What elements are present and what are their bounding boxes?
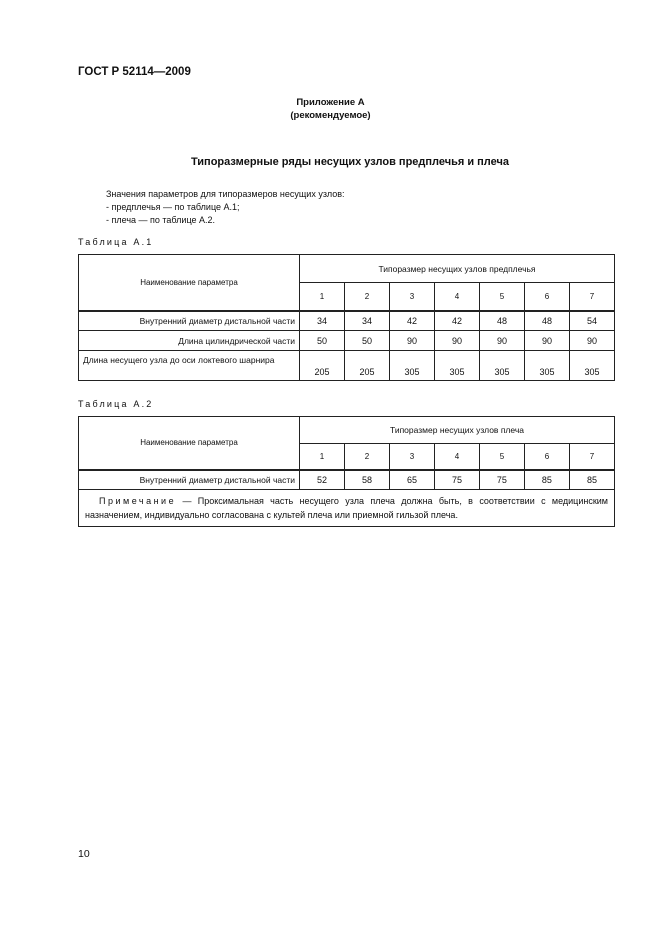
size-number: 3 bbox=[389, 444, 434, 470]
appendix-title: Приложение А bbox=[296, 97, 365, 108]
param-value: 54 bbox=[570, 311, 615, 331]
table-header-row bbox=[79, 255, 615, 283]
note-text: — Проксимальная часть несущего узла плеча должна быть, в соответствии с медицинским назначением, индивидуально согласована с культей плеча или приемной гильзой плеча. bbox=[85, 496, 608, 520]
note-label: Примечание bbox=[99, 496, 177, 506]
table-a2-caption: Таблица А.2 bbox=[78, 399, 154, 409]
param-value: 305 bbox=[570, 351, 615, 381]
page-number: 10 bbox=[78, 848, 90, 860]
param-name: Внутренний диаметр дистальной части bbox=[79, 470, 300, 490]
param-column-header: Наименование параметра bbox=[79, 417, 300, 470]
section-title: Типоразмерные ряды несущих узлов предплечья и плеча bbox=[190, 156, 510, 168]
size-number: 6 bbox=[525, 283, 570, 311]
table-note-row bbox=[79, 490, 615, 527]
size-group-header: Типоразмер несущих узлов плеча bbox=[300, 417, 615, 444]
param-value: 34 bbox=[345, 311, 390, 331]
table-a2 bbox=[78, 416, 615, 527]
param-value: 305 bbox=[480, 351, 525, 381]
size-number: 4 bbox=[434, 444, 479, 470]
param-value: 305 bbox=[525, 351, 570, 381]
param-value: 85 bbox=[524, 470, 569, 490]
param-value: 34 bbox=[300, 311, 345, 331]
size-number: 3 bbox=[390, 283, 435, 311]
param-value: 50 bbox=[345, 331, 390, 351]
table-a1 bbox=[78, 254, 615, 381]
intro-item: - предплечья — по таблице А.1; bbox=[106, 202, 240, 212]
param-value: 305 bbox=[435, 351, 480, 381]
intro-item: - плеча — по таблице А.2. bbox=[106, 215, 216, 225]
table-note bbox=[79, 490, 615, 527]
size-number: 2 bbox=[345, 283, 390, 311]
param-name: Длина несущего узла до оси локтевого шарнира bbox=[79, 351, 300, 381]
intro-lead: Значения параметров для типоразмеров несущих узлов: bbox=[106, 189, 345, 199]
document-number: ГОСТ Р 52114—2009 bbox=[78, 66, 191, 78]
table-a1-caption: Таблица А.1 bbox=[78, 237, 154, 247]
param-value: 90 bbox=[480, 331, 525, 351]
size-number: 1 bbox=[300, 444, 345, 470]
size-number: 5 bbox=[480, 283, 525, 311]
param-value: 42 bbox=[435, 311, 480, 331]
table-row bbox=[79, 351, 615, 381]
param-value: 90 bbox=[435, 331, 480, 351]
size-number: 7 bbox=[569, 444, 614, 470]
param-name: Внутренний диаметр дистальной части bbox=[79, 311, 300, 331]
param-value: 48 bbox=[480, 311, 525, 331]
param-value: 52 bbox=[300, 470, 345, 490]
appendix-status: (рекомендуемое) bbox=[290, 110, 371, 121]
param-value: 65 bbox=[389, 470, 434, 490]
param-value: 58 bbox=[344, 470, 389, 490]
appendix-heading bbox=[0, 96, 661, 122]
param-value: 42 bbox=[390, 311, 435, 331]
size-number: 1 bbox=[300, 283, 345, 311]
param-value: 305 bbox=[390, 351, 435, 381]
table-row bbox=[79, 470, 615, 490]
size-number: 7 bbox=[570, 283, 615, 311]
size-number: 6 bbox=[524, 444, 569, 470]
param-value: 205 bbox=[345, 351, 390, 381]
size-number: 2 bbox=[344, 444, 389, 470]
param-value: 90 bbox=[390, 331, 435, 351]
size-group-header: Типоразмер несущих узлов предплечья bbox=[300, 255, 615, 283]
param-value: 75 bbox=[434, 470, 479, 490]
param-value: 75 bbox=[479, 470, 524, 490]
param-value: 90 bbox=[570, 331, 615, 351]
param-value: 85 bbox=[569, 470, 614, 490]
table-row bbox=[79, 311, 615, 331]
size-number: 4 bbox=[435, 283, 480, 311]
param-value: 48 bbox=[525, 311, 570, 331]
param-value: 205 bbox=[300, 351, 345, 381]
param-column-header: Наименование параметра bbox=[79, 255, 300, 311]
param-value: 50 bbox=[300, 331, 345, 351]
size-number: 5 bbox=[479, 444, 524, 470]
intro-paragraph bbox=[106, 188, 344, 227]
param-value: 90 bbox=[525, 331, 570, 351]
table-row bbox=[79, 331, 615, 351]
table-header-row bbox=[79, 417, 615, 444]
param-name: Длина цилиндрической части bbox=[79, 331, 300, 351]
